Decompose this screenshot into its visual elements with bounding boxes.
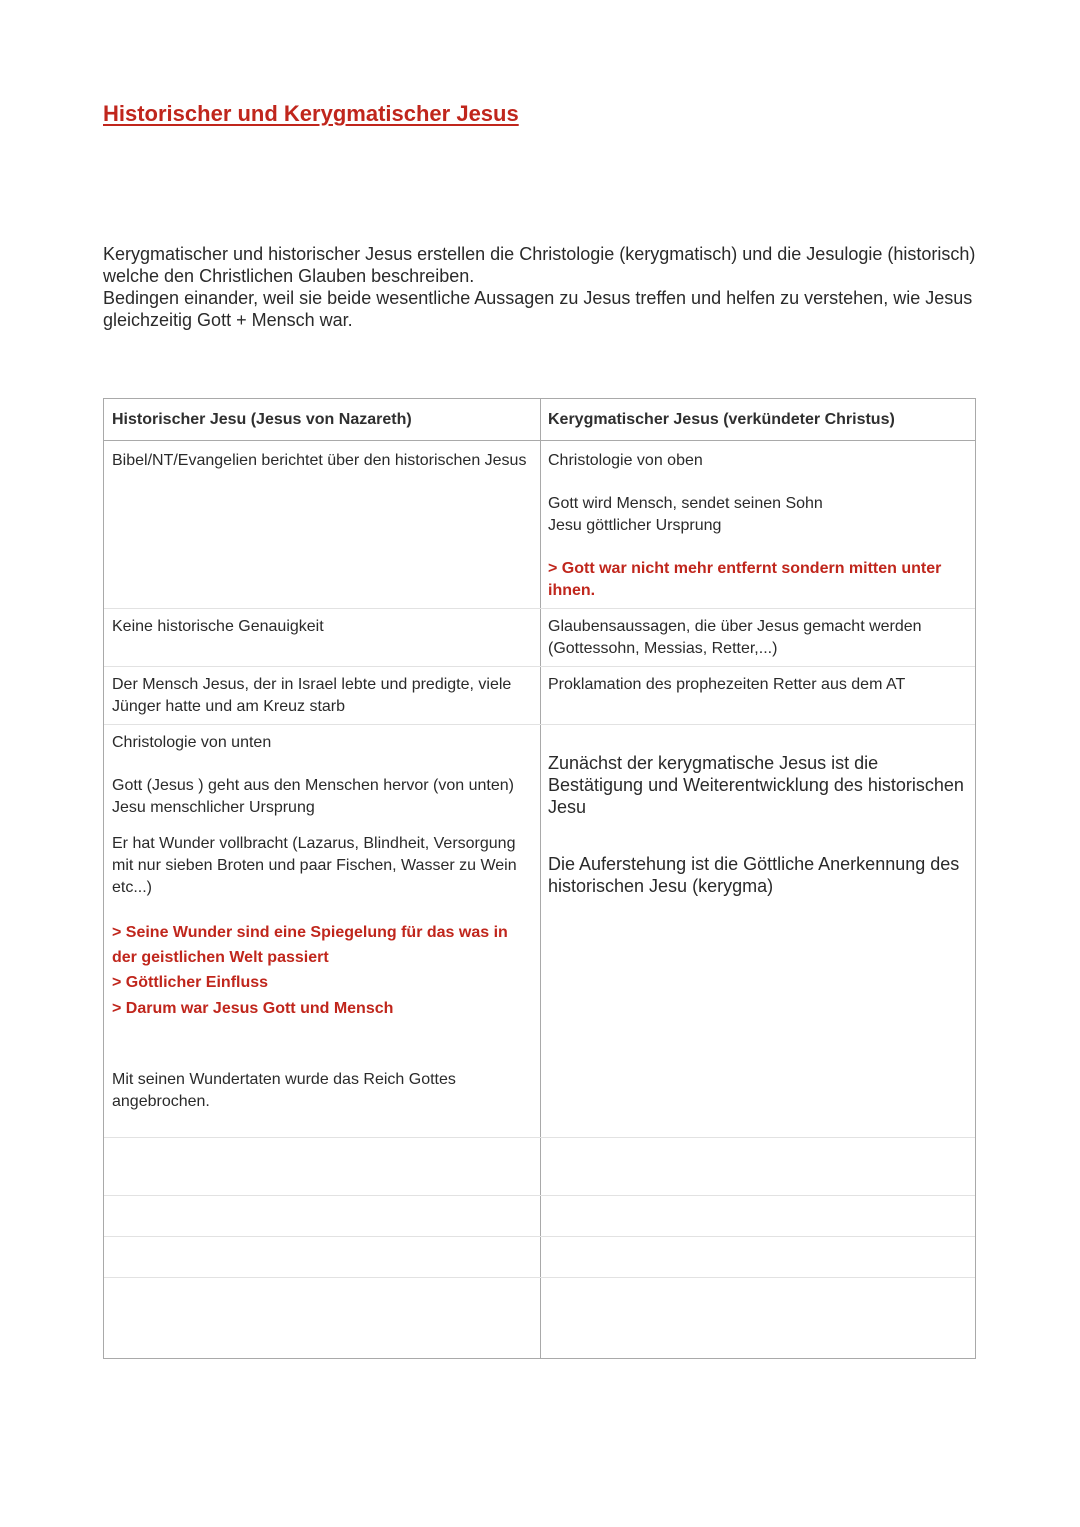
row-divider [104, 1277, 975, 1278]
row-divider [104, 724, 975, 725]
column-divider [540, 399, 541, 1358]
row3-right: Proklamation des prophezeiten Retter aus dem AT [548, 676, 906, 693]
row1-right-text2: Jesu göttlicher Ursprung [548, 517, 722, 534]
row2-left: Keine historische Genauigkeit [112, 618, 324, 635]
row4-left-highlight3: > Darum war Jesus Gott und Mensch [112, 1000, 394, 1017]
row1-right-text1: Gott wird Mensch, sendet seinen Sohn [548, 495, 823, 512]
row4-right-text1: Zunächst der kerygmatische Jesus ist die Bestätigung und Weiterentwicklung des historischen Jesu [548, 753, 964, 817]
row-divider [104, 1236, 975, 1237]
row-divider [104, 608, 975, 609]
row4-right-text2: Die Auferstehung ist die Göttliche Anerkennung des historischen Jesu (kerygma) [548, 854, 960, 896]
row1-left: Bibel/NT/Evangelien berichtet über den historischen Jesus [112, 452, 527, 469]
comparison-table [103, 398, 976, 1359]
page-title: Historischer und Kerygmatischer Jesus [103, 101, 519, 126]
header-kerygmatic: Kerygmatischer Jesus (verkündeter Christus) [548, 411, 895, 428]
row4-left-highlight1: > Seine Wunder sind eine Spiegelung für das was in der geistlichen Welt passiert [112, 924, 508, 966]
intro-paragraph-1: Kerygmatischer und historischer Jesus erstellen die Christologie (kerygmatisch) und die Jesulogie (historisch) welche den Christlichen Glauben beschreiben. [103, 244, 976, 286]
row4-left-conclusion: Mit seinen Wundertaten wurde das Reich Gottes angebrochen. [112, 1071, 456, 1110]
row4-left [112, 732, 536, 1113]
row-divider [104, 1137, 975, 1138]
row-divider [104, 666, 975, 667]
row3-left: Der Mensch Jesus, der in Israel lebte und predigte, viele Jünger hatte und am Kreuz starb [112, 676, 512, 715]
row4-right [548, 752, 972, 897]
row1-right [548, 450, 972, 602]
row1-right-highlight: > Gott war nicht mehr entfernt sondern mitten unter ihnen. [548, 560, 942, 599]
row-divider [104, 1195, 975, 1196]
row1-right-heading: Christologie von oben [548, 452, 703, 469]
row2-right: Glaubensaussagen, die über Jesus gemacht werden (Gottessohn, Messias, Retter,...) [548, 618, 922, 657]
intro-paragraph-2: Bedingen einander, weil sie beide wesentliche Aussagen zu Jesus treffen und helfen zu verstehen, wie Jesus gleichzeitig Gott + Mensch war. [103, 288, 973, 330]
intro-text [103, 243, 983, 331]
row4-left-heading: Christologie von unten [112, 734, 272, 751]
row4-left-miracles: Er hat Wunder vollbracht (Lazarus, Blindheit, Versorgung mit nur sieben Broten und paar Fischen, Wasser zu Wein etc...) [112, 835, 517, 896]
row4-left-text2: Jesu menschlicher Ursprung [112, 799, 315, 816]
row4-left-text1: Gott (Jesus ) geht aus den Menschen hervor (von unten) [112, 777, 514, 794]
header-divider [104, 440, 975, 441]
row4-left-highlight2: > Göttlicher Einfluss [112, 974, 269, 991]
header-historical: Historischer Jesu (Jesus von Nazareth) [112, 411, 412, 428]
